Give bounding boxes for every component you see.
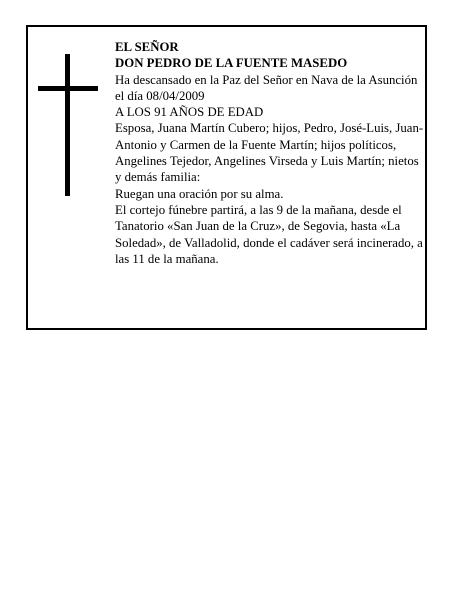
notice-deceased-name: DON PEDRO DE LA FUENTE MASEDO: [115, 56, 348, 71]
notice-family: Esposa, Juana Martín Cubero; hijos, Pedro, José-Luis, Juan-Antonio y Carmen de la Fuente Martín; hijos políticos, Angelines Tejedor, Angelines Virseda y Luis Martín; nietos y demás familia:: [115, 121, 424, 185]
notice-title-honorific: EL SEÑOR: [115, 40, 179, 54]
notice-text: [115, 39, 425, 267]
cross-icon: [38, 54, 98, 196]
notice-age: A LOS 91 AÑOS DE EDAD: [115, 105, 264, 120]
notice-rest-statement: Ha descansado en la Paz del Señor en Nava de la Asunción el día 08/04/2009: [115, 72, 418, 103]
cross-horizontal-bar: [38, 86, 98, 91]
obituary-notice: [26, 25, 427, 330]
cross-vertical-bar: [65, 54, 70, 196]
notice-funeral-details: El cortejo fúnebre partirá, a las 9 de la mañana, desde el Tanatorio «San Juan de la Cruz», de Segovia, hasta «La Soledad», de Valladolid, donde el cadáver será incinerado, a las 11 de la mañana.: [115, 202, 423, 266]
notice-prayer: Ruegan una oración por su alma.: [115, 186, 284, 201]
